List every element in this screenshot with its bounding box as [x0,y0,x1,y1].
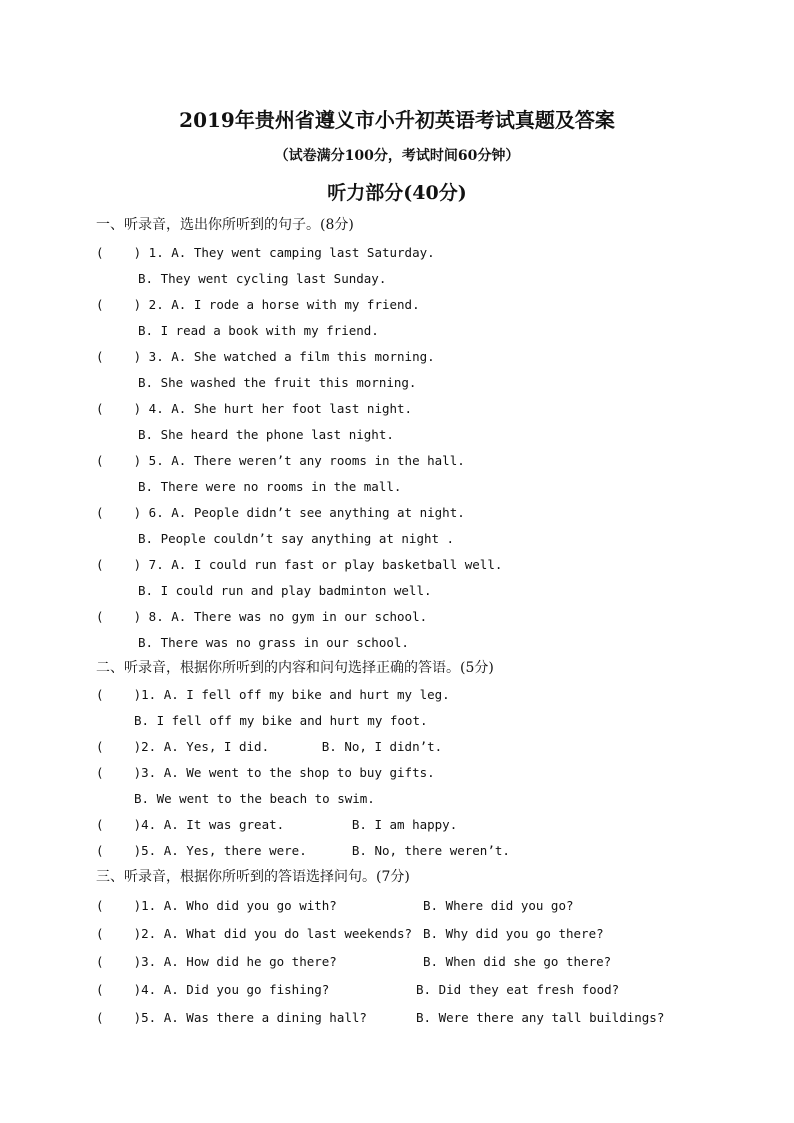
question-option-b: B. I could run and play badminton well. [138,583,432,598]
question-line: ( )1. A. Who did you go with? [96,898,337,913]
section3-heading: 三、听录音，根据你所听到的答语选择问句。(7分) [96,869,410,885]
question-line: ( ) 5. A. There weren’t any rooms in the hall. [96,453,465,468]
question-option-b: B. I fell off my bike and hurt my foot. [134,713,428,728]
question-line: ( ) 2. A. I rode a horse with my friend. [96,297,420,312]
question-line: ( )4. A. Did you go fishing? [96,982,330,997]
question-line: ( ) 7. A. I could run fast or play basketball well. [96,557,503,572]
question-line: ( ) 6. A. People didn’t see anything at night. [96,505,465,520]
question-option-b: B. When did she go there? [423,954,612,969]
question-option-b: B. She heard the phone last night. [138,427,394,442]
question-option-b: B. Where did you go? [423,898,574,913]
question-line: ( )2. A. What did you do last weekends? [96,926,413,941]
question-option-b: B. Were there any tall buildings? [416,1010,665,1025]
part-heading: 听力部分(40分) [327,182,467,204]
question-line: ( ) 8. A. There was no gym in our school. [96,609,428,624]
question-option-b: B. Why did you go there? [423,926,604,941]
question-option-b: B. Did they eat fresh food? [416,982,620,997]
question-line: ( )5. A. Was there a dining hall? [96,1010,367,1025]
question-line: ( ) 3. A. She watched a film this morning. [96,349,435,364]
question-option-b: B. People couldn’t say anything at night . [138,531,455,546]
question-line: ( )3. A. How did he go there? [96,954,337,969]
section2-heading: 二、听录音，根据你所听到的内容和问句选择正确的答语。(5分) [96,660,494,676]
question-line: ( )5. A. Yes, there were. B. No, there weren’t. [96,843,510,858]
question-option-b: B. She washed the fruit this morning. [138,375,417,390]
question-line: ( )1. A. I fell off my bike and hurt my leg. [96,687,450,702]
question-option-b: B. They went cycling last Sunday. [138,271,387,286]
question-option-b: B. I read a book with my friend. [138,323,379,338]
section1-heading: 一、听录音，选出你所听到的句子。(8分) [96,217,354,233]
question-option-b: B. There were no rooms in the mall. [138,479,402,494]
question-line: ( )2. A. Yes, I did. B. No, I didn’t. [96,739,443,754]
question-line: ( ) 1. A. They went camping last Saturday. [96,245,435,260]
question-line: ( )3. A. We went to the shop to buy gifts. [96,765,435,780]
exam-title: 2019年贵州省遵义市小升初英语考试真题及答案 [179,108,615,132]
question-line: ( )4. A. It was great. B. I am happy. [96,817,458,832]
question-option-b: B. We went to the beach to swim. [134,791,375,806]
exam-subtitle: （试卷满分100分，考试时间60分钟） [274,148,520,164]
question-line: ( ) 4. A. She hurt her foot last night. [96,401,413,416]
question-option-b: B. There was no grass in our school. [138,635,409,650]
